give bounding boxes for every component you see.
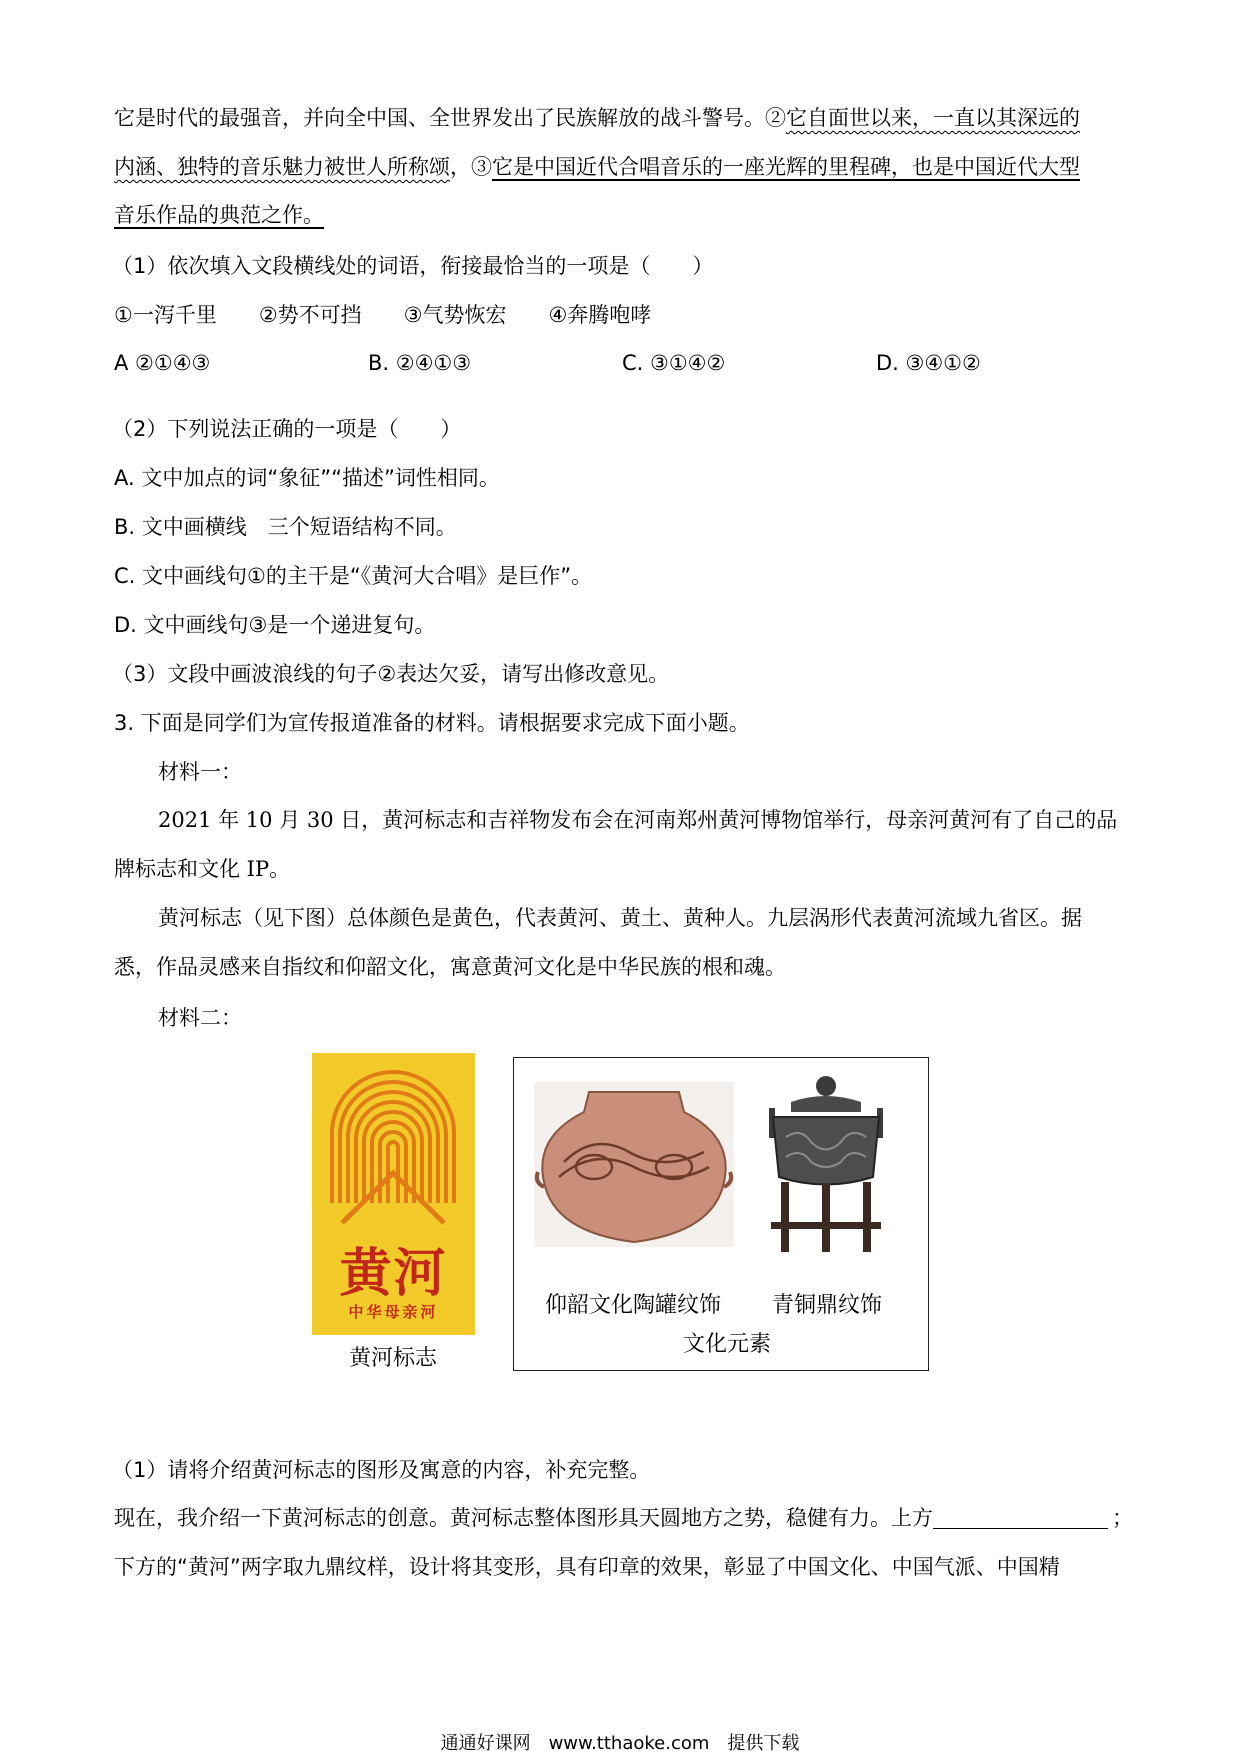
- q1-stem: （1）依次填入文段横线处的词语，衔接最恰当的一项是（ ）: [112, 254, 714, 278]
- sub1-line2: 下方的“黄河”两字取九鼎纹样，设计将其变形，具有印章的效果，彰显了中国文化、中国气派、中国精: [114, 1555, 1060, 1579]
- q2-stem: （2）下列说法正确的一项是（ ）: [112, 417, 462, 441]
- sub1-stem: （1）请将介绍黄河标志的图形及寓意的内容，补充完整。: [112, 1458, 651, 1482]
- q1-words: ①一泻千里 ②势不可挡 ③气势恢宏 ④奔腾咆哮: [114, 303, 652, 327]
- material1-para2-line1: 黄河标志（见下图）总体颜色是黄色，代表黄河、黄土、黄种人。九层涡形代表黄河流域九省区。据: [158, 906, 1082, 930]
- q3-stem: （3）文段中画波浪线的句子②表达欠妥，请写出修改意见。: [112, 662, 670, 686]
- sub1-semicolon: ；: [1112, 1506, 1133, 1530]
- q1-option-c: C. ③①④②: [622, 351, 726, 375]
- wavy-sentence-2a: 它自面世以来，一直以其深远的: [786, 106, 1080, 130]
- answer-blank[interactable]: [933, 1506, 1108, 1529]
- question3-intro: 3. 下面是同学们为宣传报道准备的材料。请根据要求完成下面小题。: [114, 711, 750, 735]
- passage-text: ，③: [450, 155, 492, 179]
- sub1-text: 现在，我介绍一下黄河标志的创意。黄河标志整体图形具天圆地方之势，稳健有力。上方: [114, 1506, 933, 1530]
- passage-line-1: [114, 103, 1080, 133]
- q2-option-a: A. 文中加点的词“象征”“描述”词性相同。: [114, 466, 500, 490]
- q2-option-d: D. 文中画线句③是一个递进复句。: [114, 613, 436, 637]
- wavy-sentence-2b: 内涵、独特的音乐魅力被世人所称颂: [114, 155, 450, 179]
- q1-option-a: A ②①④③: [114, 351, 211, 375]
- page-footer: 通通好课网 www.tthaoke.com 提供下载: [440, 1733, 800, 1754]
- underlined-sentence-3a: 它是中国近代合唱音乐的一座光辉的里程碑，也是中国近代大型: [492, 155, 1080, 179]
- passage-line-3: [114, 200, 324, 230]
- yangshao-pottery-jar-icon: [534, 1082, 734, 1247]
- q2-option-b: B. 文中画横线 三个短语结构不同。: [114, 515, 457, 539]
- ding-caption: 青铜鼎纹饰: [772, 1293, 883, 1318]
- passage-line-2: [114, 152, 1080, 182]
- underlined-sentence-3b: 音乐作品的典范之作。: [114, 203, 324, 227]
- q1-option-d: D. ③④①②: [876, 351, 981, 375]
- material1-para2-line2: 悉，作品灵感来自指纹和仰韶文化，寓意黄河文化是中华民族的根和魂。: [114, 955, 786, 979]
- bronze-ding-icon: [751, 1072, 901, 1262]
- logo-characters: 黄河: [339, 1243, 448, 1304]
- passage-text: 它是时代的最强音，并向全中国、全世界发出了民族解放的战斗警号。②: [114, 106, 786, 130]
- logo-subtitle: 中华母亲河: [348, 1303, 439, 1321]
- logo-caption: 黄河标志: [349, 1346, 438, 1371]
- frame-caption: 文化元素: [683, 1332, 772, 1357]
- cultural-elements-frame: [513, 1057, 929, 1371]
- material1-para1-line2: 牌标志和文化 IP。: [114, 857, 291, 881]
- sub1-line1: [114, 1503, 1133, 1533]
- material2-label: 材料二：: [158, 1006, 242, 1030]
- yellow-river-logo: [312, 1053, 475, 1335]
- q2-option-c: C. 文中画线句①的主干是“《黄河大合唱》是巨作”。: [114, 564, 593, 588]
- material1-para1-line1: 2021 年 10 月 30 日，黄河标志和吉祥物发布会在河南郑州黄河博物馆举行，母亲河黄河有了自己的品: [158, 808, 1118, 832]
- q1-option-b: B. ②④①③: [368, 351, 472, 375]
- material1-label: 材料一：: [158, 760, 242, 784]
- pottery-caption: 仰韶文化陶罐纹饰: [545, 1293, 722, 1318]
